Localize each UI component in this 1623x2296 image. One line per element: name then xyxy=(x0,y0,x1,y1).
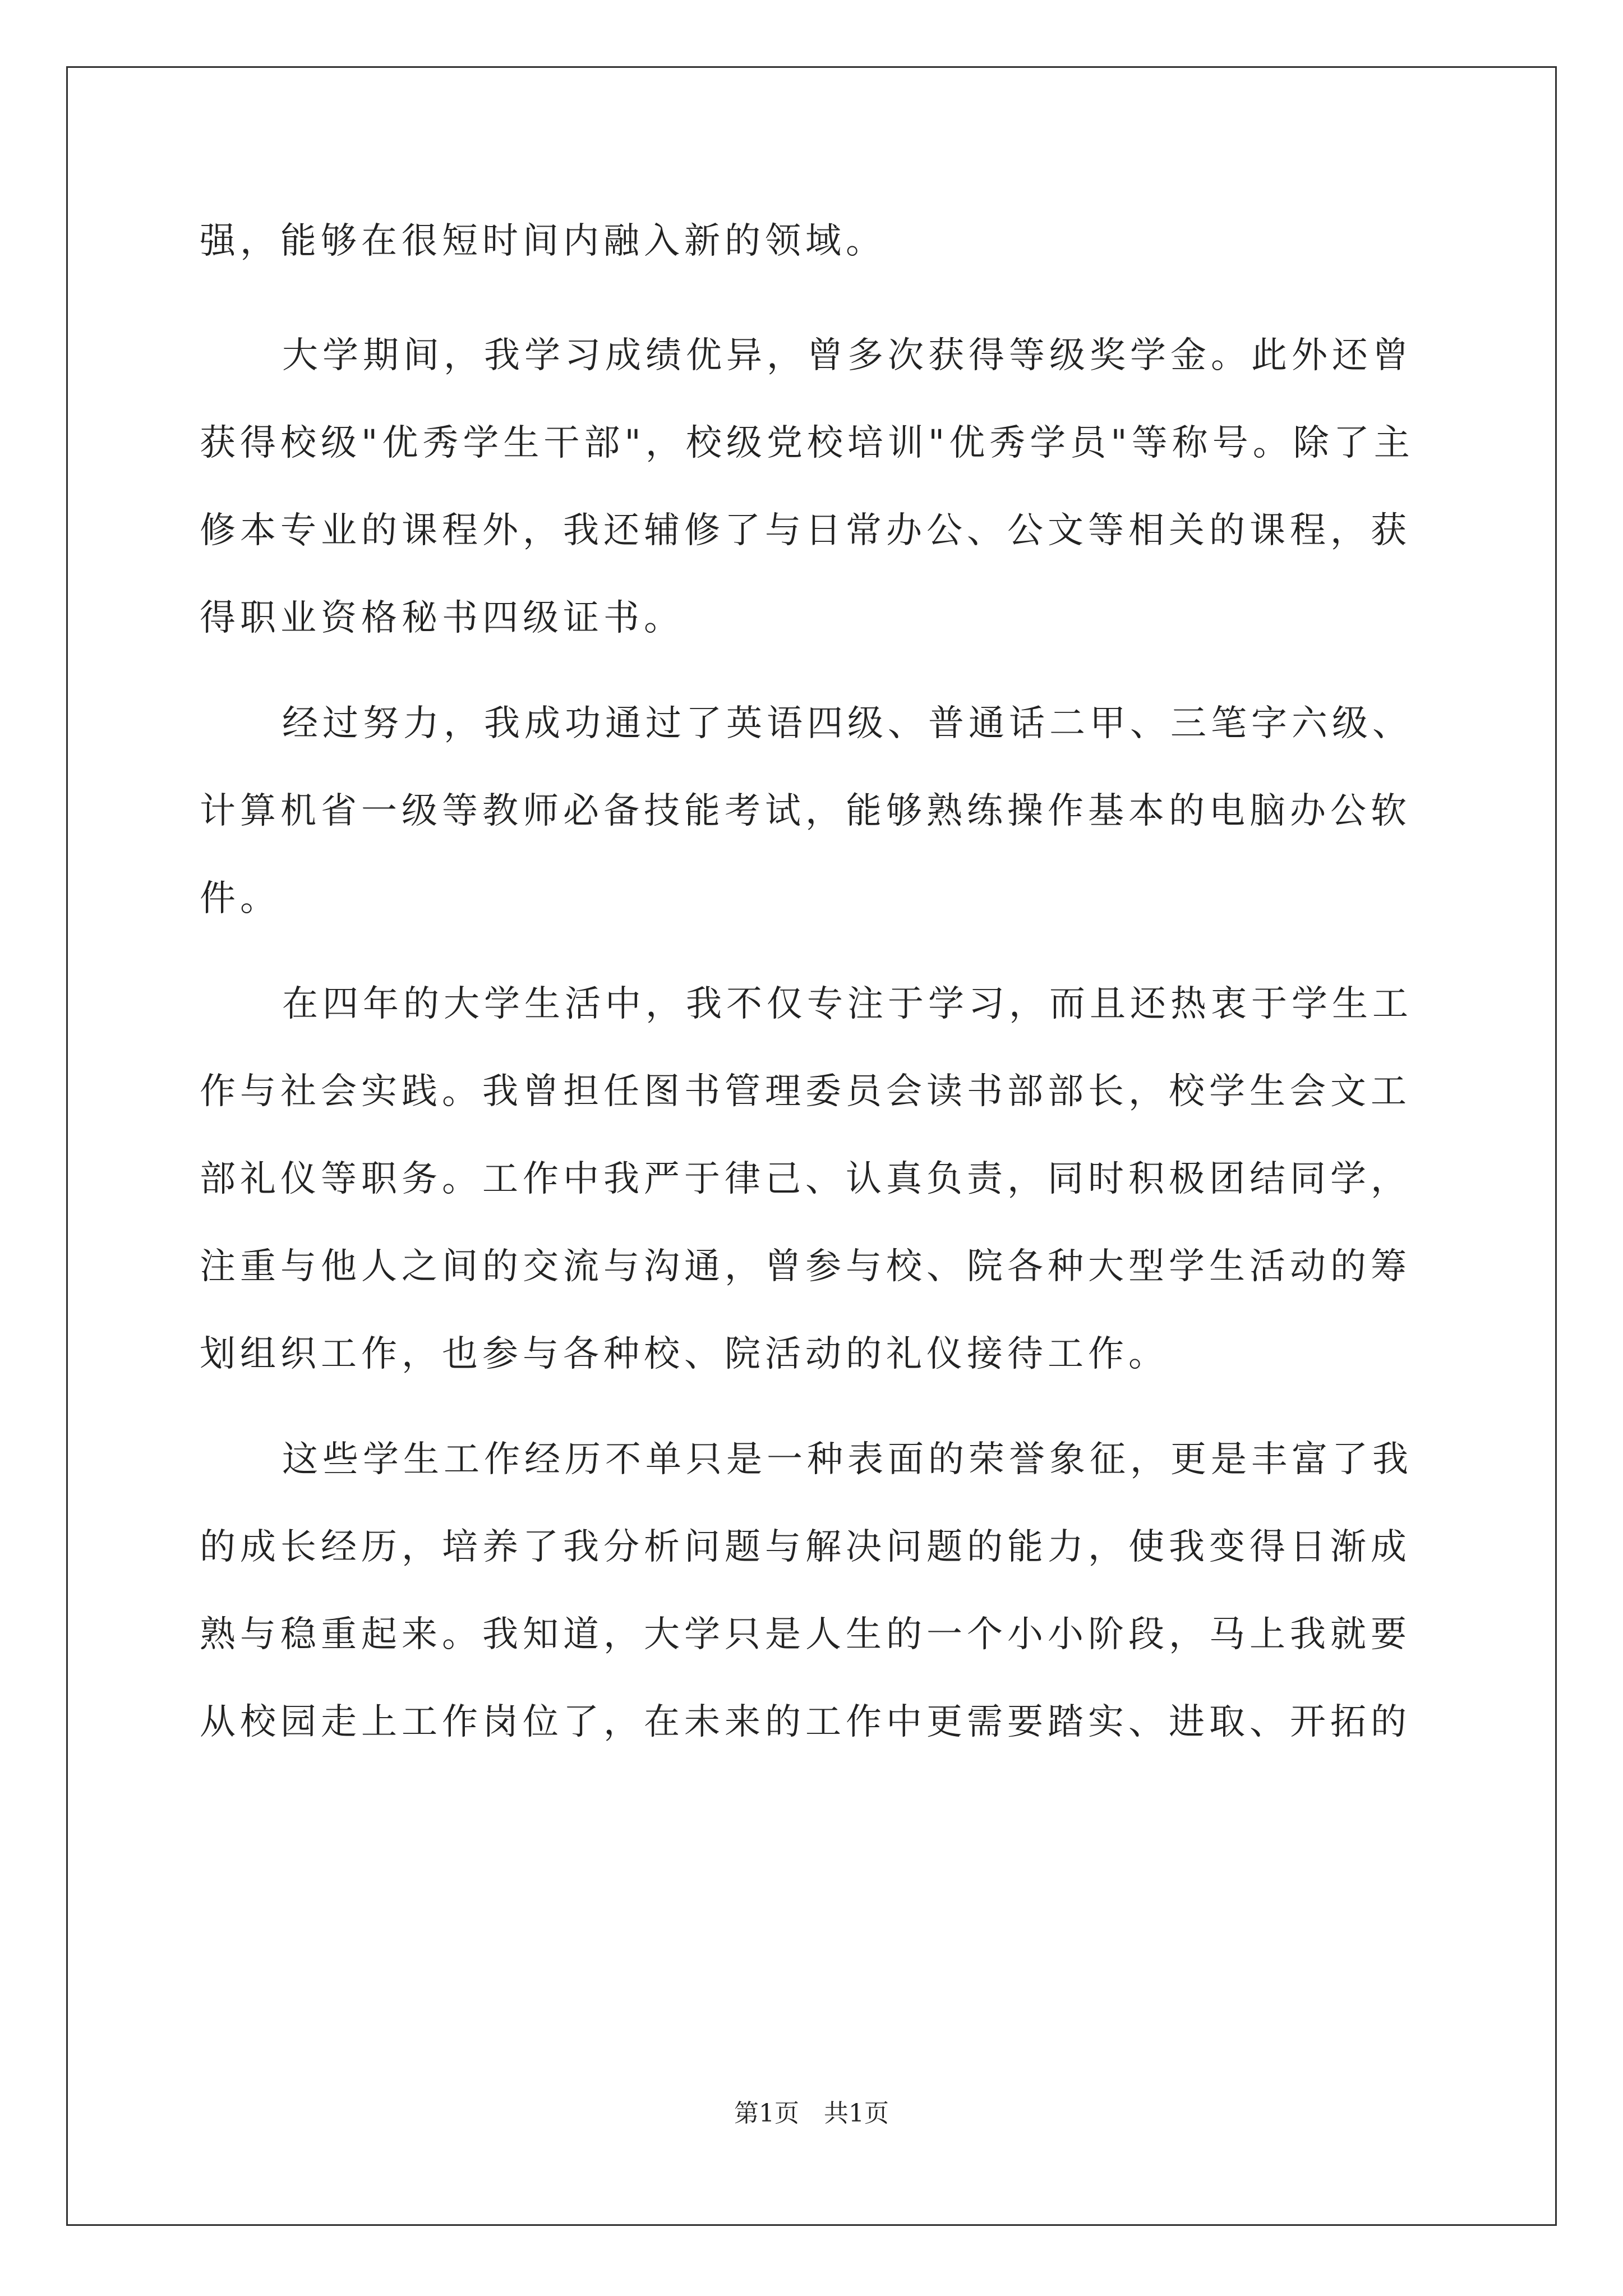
text-line: 件。 xyxy=(200,878,280,919)
text-line: 划组织工作，也参与各种校、院活动的礼仪接待工作。 xyxy=(200,1333,1169,1375)
text-line: 获得校级"优秀学生干部"，校级党校培训"优秀学员"等称号。除了主 xyxy=(200,422,1414,464)
text-line: 计算机省一级等教师必备技能考试，能够熟练操作基本的电脑办公软 xyxy=(200,790,1411,832)
text-line: 大学期间，我学习成绩优异，曾多次获得等级奖学金。此外还曾 xyxy=(282,335,1413,376)
text-line: 强，能够在很短时间内融入新的领域。 xyxy=(200,220,886,262)
text-line: 这些学生工作经历不单只是一种表面的荣誉象征，更是丰富了我 xyxy=(282,1439,1413,1480)
page-number-footer: 第1页 共1页 xyxy=(734,2099,889,2128)
text-line: 部礼仪等职务。工作中我严于律己、认真负责，同时积极团结同学， xyxy=(200,1158,1411,1200)
text-line: 修本专业的课程外，我还辅修了与日常办公、公文等相关的课程，获 xyxy=(200,510,1411,551)
text-line: 从校园走上工作岗位了，在未来的工作中更需要踏实、进取、开拓的 xyxy=(200,1701,1411,1743)
text-line: 经过努力，我成功通过了英语四级、普通话二甲、三笔字六级、 xyxy=(282,703,1413,744)
text-line: 熟与稳重起来。我知道，大学只是人生的一个小小阶段，马上我就要 xyxy=(200,1614,1411,1655)
text-line: 注重与他人之间的交流与沟通，曾参与校、院各种大型学生活动的筹 xyxy=(200,1246,1411,1287)
text-line: 得职业资格秘书四级证书。 xyxy=(200,597,684,639)
text-line: 作与社会实践。我曾担任图书管理委员会读书部部长，校学生会文工 xyxy=(200,1071,1411,1112)
text-line: 在四年的大学生活中，我不仅专注于学习，而且还热衷于学生工 xyxy=(282,983,1413,1025)
text-line: 的成长经历，培养了我分析问题与解决问题的能力，使我变得日渐成 xyxy=(200,1526,1411,1568)
page-border xyxy=(66,66,1557,2226)
